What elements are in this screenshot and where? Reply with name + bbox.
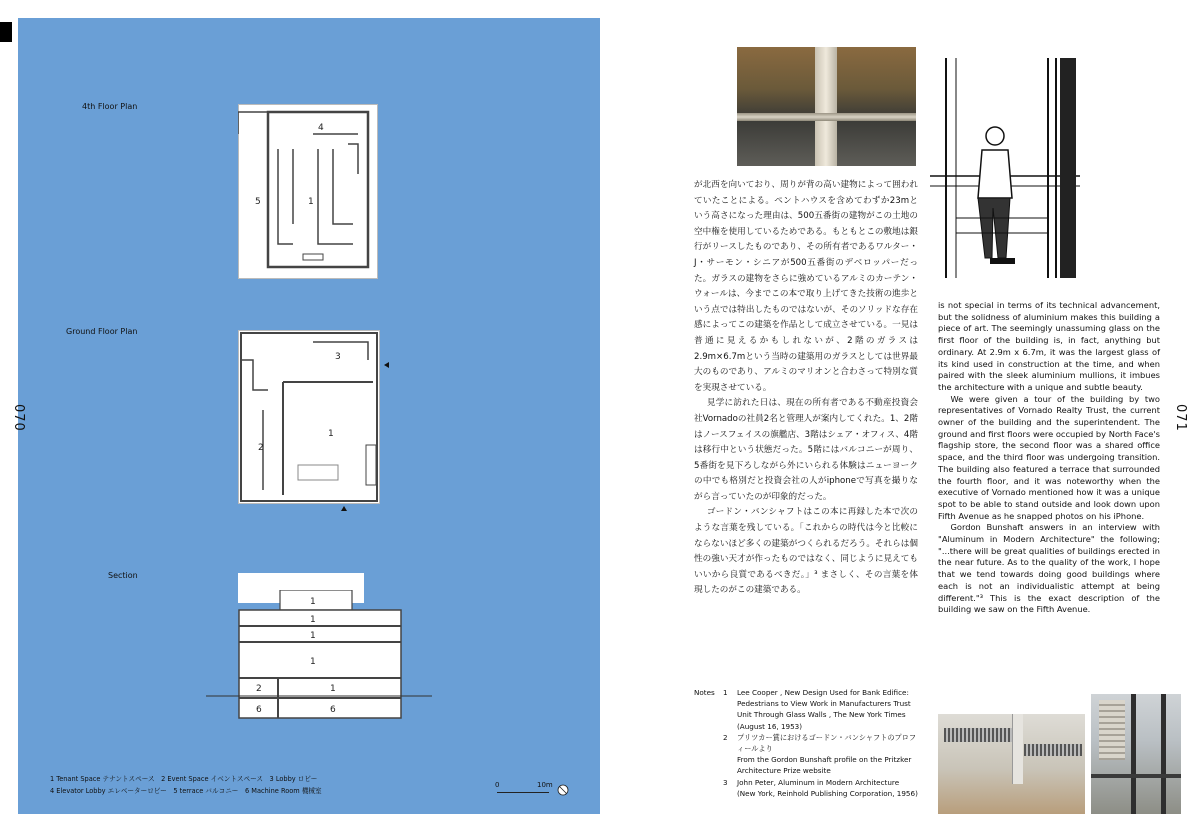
fourth-floor-plan [238, 104, 378, 279]
north-arrow-icon [557, 781, 569, 793]
man-at-window-illustration [930, 58, 1080, 288]
entrance-arrow-icon [341, 506, 347, 511]
ground-floor-plan [238, 330, 380, 504]
note-item [723, 754, 919, 776]
section-room-1: 1 [310, 615, 316, 625]
section-room-2: 2 [256, 684, 262, 694]
note-text: From the Gordon Bunshaft profile on the Pritzker Architecture Prize website [737, 755, 912, 776]
english-paragraph: is not special in terms of its technical advancement, but the solidness of aluminium makes this building a piece of art. The seemingly unassuming glass on the first floor of the building is, in fact, anything but ordinary. At 2.9m x 6.7m, it was the largest glass of its kind used in construction at the time, and when paired with the sleek aluminium mullions, it imbues the architecture with a unique and subtle beauty. [938, 300, 1160, 392]
page-edge-tab [0, 22, 12, 42]
note-item [723, 777, 919, 799]
note-item [723, 732, 919, 754]
right-page-number: 071 [1173, 404, 1188, 432]
ground-floor-room-1: 1 [328, 429, 334, 439]
section-drawing [206, 590, 432, 722]
left-page-number: 070 [11, 404, 26, 432]
section-label: Section [108, 571, 138, 580]
legend-line-1: 1 Tenant Space テナントスペース 2 Event Space イベントスペース 3 Lobby ロビー [50, 775, 318, 783]
ground-floor-room-2: 2 [258, 443, 264, 453]
radiator-photo [938, 714, 1085, 814]
japanese-paragraph: が北西を向いており、周りが背の高い建物によって囲われていたことによる。ペントハウスを含めてわずか23mという高さになった理由は、500五番街の建物がこの土地の空中権を使用しているためである。もともとこの敷地は銀行がリースしたものであり、その所有者であるワルター・J・サーモン・シニアが500五番街のデベロッパーだった。ガラスの建物をさらに強めているアルミのカーテン・ウォールは、今までこの本で取り上げてきた技術の進歩という点では特出したものではないが、そのソリッドな存在感によってこの建築を作品として成立させている。一見は普通に見えるかもしれないが、2階のガラスは2.9m×6.7mという当時の建築用のガラスとしては世界最大のものであり、アルミのマリオンと合わさって特別な質を実現させている。 [694, 180, 918, 393]
english-paragraph: We were given a tour of the building by two representatives of Vornado Realty Trust, the current owner of the building and the superintendent. The ground and first floors were occupied by North Face's flagship store, the second floor was a shared office space, and the third floor was undergoing transition. The building also featured a terrace that surrounded the fourth floor, and it was noteworthy when the executive of Vornado mentioned how it was a unique spot to be able to stand outside and look down upon Fifth Avenue as he snapped photos on his iPhone. [938, 393, 1160, 521]
english-body-text [938, 300, 1160, 616]
note-item [723, 687, 919, 732]
section-room-6: 6 [330, 705, 336, 715]
section-room-1: 1 [310, 631, 316, 641]
scale-bar [497, 792, 549, 793]
japanese-body-text [694, 178, 918, 599]
scale-ten: 10m [537, 781, 553, 789]
entrance-arrow-icon [384, 362, 389, 368]
ground-floor-room-3: 3 [335, 352, 341, 362]
japanese-paragraph: ゴードン・バンシャフトはこの本に再録した本で次のような言葉を残している。「これからの時代は今と比較にならないほど多くの建築がつくられるだろう。それらは個性の強い天才が作ったものではなく、同じように見えてもいいから良質であるべきだ。」³ まさしく、その言葉を体現したのがこの建築である。 [694, 507, 918, 596]
notes-heading: Notes [694, 688, 715, 697]
section-room-1: 1 [310, 657, 316, 667]
notes-list [723, 687, 919, 799]
section-room-1: 1 [330, 684, 336, 694]
ground-floor-plan-label: Ground Floor Plan [66, 327, 138, 336]
window-view-photo [1091, 694, 1181, 814]
fourth-floor-room-5: 5 [255, 197, 261, 207]
scale-zero: 0 [495, 781, 500, 789]
fourth-floor-plan-label: 4th Floor Plan [82, 102, 138, 111]
section-room-1: 1 [310, 597, 316, 607]
fourth-floor-room-1: 1 [308, 197, 314, 207]
fourth-floor-room-4: 4 [318, 123, 324, 133]
legend-line-2: 4 Elevator Lobby エレベーターロビー 5 terrace バルコニー 6 Machine Room 機械室 [50, 787, 322, 795]
note-number [723, 754, 737, 776]
note-number: 1 [723, 688, 728, 697]
window-mullion-photo [737, 47, 916, 166]
section-room-6: 6 [256, 705, 262, 715]
note-number: 2 [723, 732, 728, 742]
note-text: プリツカー賞におけるゴードン・バンシャフトのプロフィールより [737, 732, 917, 754]
note-text: Lee Cooper , New Design Used for Bank Edifice: Pedestrians to View Work in Manufacturers Trust Unit Through Glass Walls , The New York Times (August 16, 1953) [737, 688, 911, 731]
note-number: 3 [723, 777, 728, 787]
english-paragraph: Gordon Bunshaft answers in an interview with "Aluminum in Modern Architecture" the following; "...there will be great qualities of buildings erected in the near future. As to the quality of the work, I hope that we tend towards doing good buildings where each is not an individualistic attempt at being different."³ This is the exact description of the building we saw on the Fifth Avenue. [938, 522, 1160, 615]
note-text: John Peter, Aluminum in Modern Architecture (New York, Reinhold Publishing Corporation, 1956) [737, 777, 918, 798]
japanese-paragraph: 見学に訪れた日は、現在の所有者である不動産投資会社Vornadoの社員2名と管理人が案内してくれた。1、2階はノースフェイスの旗艦店、3階はシェア・オフィス、4階は移行中という状態だった。5階にはバルコニーが周り、5番街を見下ろしながら外にいられる体験はニューヨークの中でも格別だと投資会社の人がiphoneで写真を撮りながら言っていたのが印象的だった。 [694, 398, 918, 502]
